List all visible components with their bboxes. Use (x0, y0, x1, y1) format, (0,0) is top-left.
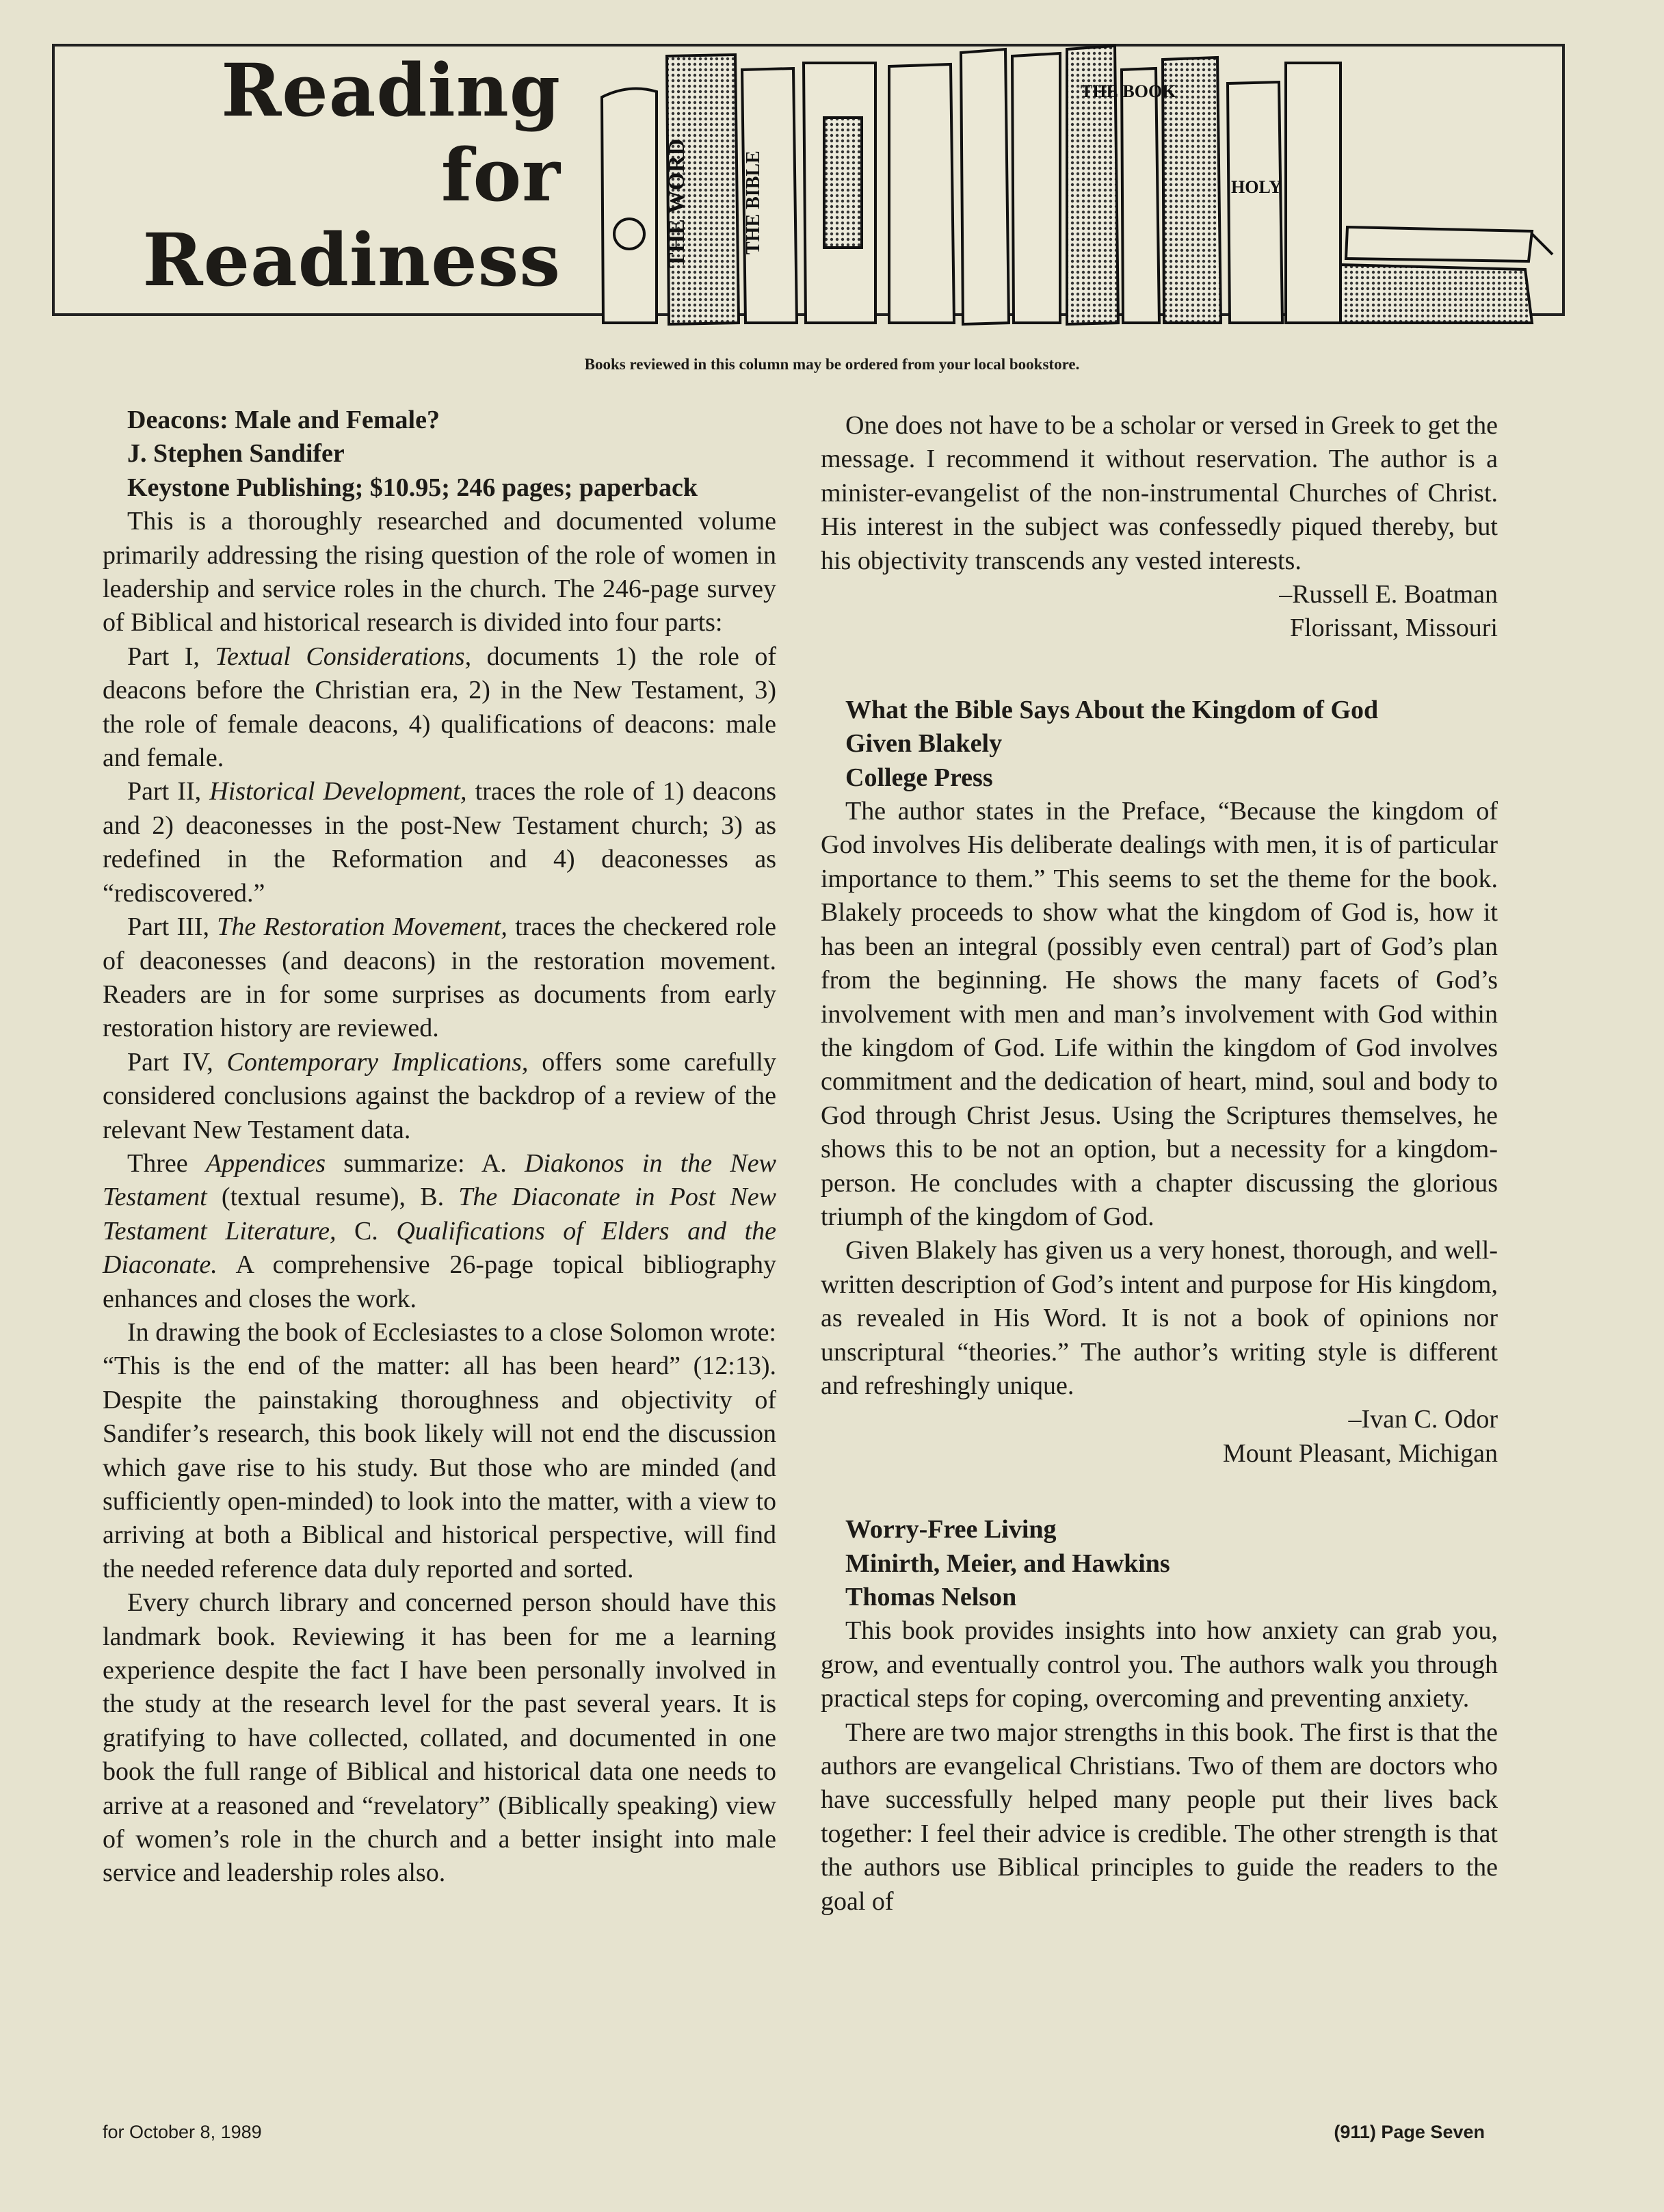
stack-edge-line (1532, 234, 1553, 254)
review-1-title: Deacons: Male and Female? (127, 406, 440, 434)
review-1-reviewer: –Russell E. Boatman (1279, 580, 1498, 609)
review-2-title: What the Bible Says About the Kingdom of God (845, 695, 1379, 724)
books-illustration (588, 29, 1559, 343)
review-1-para-5: Part IV, Contemporary Implications, offers some carefully considered conclusions against the backdrop of a review of the relevant New Testament data. (103, 1047, 776, 1144)
review-2-para-2: Given Blakely has given us a very honest, thorough, and well-written description of God’s intent and purpose for His kingdom, as revealed in His Word. It is not a book of opinions nor unscriptural “theories.” The author’s writing style is different and refreshingly unique. (821, 1236, 1498, 1400)
spine-text-1: THE WORD (664, 138, 689, 268)
right-column (821, 409, 1498, 1919)
review-2-author: Given Blakely (845, 729, 1003, 759)
review-2-para-1: The author states in the Preface, “Because the kingdom of God involves His deliberate dealings with men, it is of particular importance to them.” This seems to set the theme for the book. Blakely proceeds to show what the kingdom of God is, how it has been an integral (possibly even central) part of God’s plan from the beginning. He shows the many facets of God’s involvement with men and man’s involvement with God within the kingdom of God. Life within the kingdom of God involves commitment and the dedication of heart, mind, soul and body to God through Christ Jesus. Using the Scriptures themselves, he shows this to be not an option, but a necessity for a kingdom-person. He concludes with a chapter discussing the glorious triumph of the kingdom of God. (821, 797, 1498, 1231)
book-spine-9 (1122, 68, 1159, 323)
review-3-publisher: Thomas Nelson (845, 1583, 1017, 1611)
spine-text-4: HOLY (1231, 177, 1282, 197)
review-3-author: Minirth, Meier, and Hawkins (845, 1549, 1170, 1578)
book-spine-4-label (824, 118, 862, 248)
footer-page-number: (911) Page Seven (1334, 2122, 1485, 2142)
review-1-para-8: Every church library and concerned person should have this landmark book. Reviewing it has been for me a learning experience despite the fact I have been personally involved in the study at the research level for the past several years. It is gratifying to have collected, collated, and documented in one book the full range of Biblical and historical data one needs to arrive at a reasoned and “revelatory” (Biblically speaking) view of women’s role in the church and a better insight into male service and leadership roles also. (103, 1588, 776, 1888)
review-2-reviewer: –Ivan C. Odor (1348, 1405, 1498, 1434)
book-spine-1 (602, 89, 657, 324)
book-spine-6 (961, 49, 1009, 324)
review-3-para-2: There are two major strengths in this book. The first is that the authors are evangelical Christians. Two of them are doctors who have successfully helped many people put their lives back together: I feel their advice is credible. The other strength is that the authors use Biblical principles to guide the readers to the goal of (821, 1717, 1498, 1916)
review-1-para-2: Part I, Textual Considerations, documents 1) the role of deacons before the Christian era, 2) in the New Testament, 3) the role of female deacons, 4) qualifications of deacons: male and female. (103, 642, 776, 773)
spine-text-2: THE BIBLE (743, 150, 764, 254)
book-stack-bottom (1341, 265, 1532, 323)
review-3-title: Worry-Free Living (845, 1515, 1057, 1544)
review-2-location: Mount Pleasant, Michigan (1222, 1438, 1498, 1468)
review-1-para-1: This is a thoroughly researched and documented volume primarily addressing the rising question of the role of women in leadership and service roles in the church. The 246-page survey of Biblical and historical research is divided into four parts: (103, 507, 776, 637)
review-1-para-3: Part II, Historical Development, traces the role of 1) deacons and 2) deaconesses in the post-New Testament church; 3) as redefined in the Reformation and 4) deaconesses as “rediscovered.” (103, 777, 776, 908)
review-1-para-6: Three Appendices summarize: A. Diakonos in the New Testament (textual resume), B. The Diaconate in Post New Testament Literature, C. Qualifications of Elders and the Diaconate. A comprehensive 26-page topical bibliography enhances and closes the work. (103, 1148, 776, 1313)
review-1-location: Florissant, Missouri (1289, 614, 1498, 643)
spine-text-3: THE BOOK (1081, 81, 1176, 101)
order-notice: Books reviewed in this column may be ordered from your local bookstore. (584, 356, 1080, 373)
review-3-para-1: This book provides insights into how anxiety can grab you, grow, and eventually control you. The authors walk you through practical steps for coping, overcoming and preventing anxiety. (821, 1616, 1498, 1713)
book-spine-11 (1228, 82, 1282, 323)
title-line-3: Readiness (142, 217, 561, 302)
review-1-publisher: Keystone Publishing; $10.95; 246 pages; paperback (127, 473, 698, 502)
title-line-2: for (440, 132, 561, 218)
book-spine-7 (1012, 53, 1060, 323)
review-1-para-9: One does not have to be a scholar or versed in Greek to get the message. I recommend it without reservation. The author is a minister-evangelist of the non-instrumental Churches of Christ. His interest in the subject was confessedly piqued thereby, but his objectivity transcends any vested interests. (821, 411, 1498, 575)
book-spine-5 (889, 64, 954, 323)
column-title (68, 48, 561, 302)
book-stack-top (1346, 227, 1532, 261)
review-1-author: J. Stephen Sandifer (127, 439, 345, 469)
review-1-para-4: Part III, The Restoration Movement, traces the checkered role of deaconesses (and deacons) in the restoration movement. Readers are in for some surprises as documents from early restoration history are reviewed. (103, 912, 776, 1043)
book-spine-12 (1286, 63, 1341, 323)
footer-date: for October 8, 1989 (103, 2122, 262, 2142)
review-1-para-7: In drawing the book of Ecclesiastes to a close Solomon wrote: “This is the end of the matter: all has been heard” (12:13). Despite the painstaking thoroughness and objectivity of Sandifer’s research, this book likely will not end the discussion which gave rise to his study. But those who are minded (and sufficiently open-minded) to look into the matter, with a view to arriving at both a Biblical and historical perspective, will find the needed reference data duly reported and sorted. (103, 1317, 776, 1583)
title-line-1: Reading (221, 47, 561, 133)
left-column (103, 404, 776, 1891)
review-2-publisher: College Press (845, 763, 993, 792)
